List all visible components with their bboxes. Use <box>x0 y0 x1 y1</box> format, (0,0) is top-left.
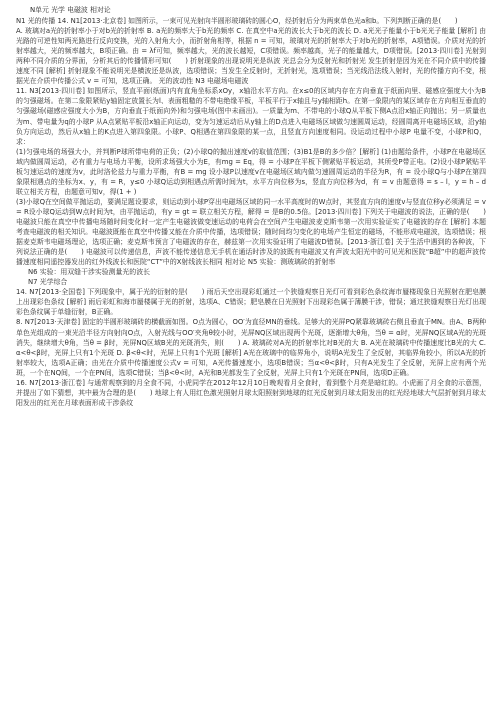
paragraph: 8. N7[2013·天津卷] 固定的半圆形玻璃砖的横截面如图。O点为圆心，OO′为直径MN的垂线。足够大的光屏PQ紧靠玻璃砖右侧且垂直于MN。由A、B两种单色光组成的一束光沿半径方向射向O点，入射光线与OO′夹角θ较小时，光屏NQ区域出现两个光斑，逐渐增大θ角，当θ = α时，光屏NQ区域A光的光斑消失，继续增大θ角，当θ = β时，光屏NQ区域B光的光斑消失，则( ) A. 玻璃砖对A光的折射率比对B光的大 B. A光在玻璃砖中传播速度比B光的大 C. α<θ<β时，光屏上只有1个光斑 D. β<θ<时，光屏上只有1个光斑 [解析] A光在玻璃中的临界角小，说明A光发生了全反射，其临界角较小，所以A光的折射率较大，选项A正确；由光在介质中传播速度公式v = 可知，A光传播速度小，选项B错误；当α<θ<β时，只有A光发生了全反射，光屏上应有两个光斑，一个在NQ间，一个在PN间，选项C错误；当β<θ<时，A光和B光都发生了全反射，光屏上只有1个光斑在PN间，选项D正确。 <box>16 318 486 377</box>
paragraph: 16. N7[2013·浙江卷] 与通常观察到的月全食不同，小虎同学在2012年12月10日晚观看月全食时，看到整个月亮是暗红的。小虎画了月全食的示意图，并提出了如下猜想，其中最为合理的是( ) 地球上有人用红色激光照射月球太阳照射到地球的红光反射到月球太阳发出的红光经地球大气层折射到月球太阳发出的红光在月球表面形成干涉条纹 <box>16 378 486 407</box>
section-heading: N6 实验：用双缝干涉实验测量光的波长 <box>28 268 150 277</box>
paragraph: 11. N3[2013·四川卷] 如图所示，竖直平面(纸面)内有直角坐标系xOy，x轴沿水平方向。在x≤0的区域内存在方向垂直于纸面向里、磁感应强度大小为B的匀强磁场。在第二象限紧贴y轴固定放置长为l、表面粗糙的不带电绝缘平板，平板平行于x轴且与y轴相距h。在第一象限内的某区域存在方向相互垂直的匀强磁场(磁感应强度大小为B，方向垂直于纸面向外)和匀强电场(图中未画出)。一质量为m、不带电的小球Q从平板下侧A点沿x轴正向抛出；另一质量也为m、带电量为q的小球P 从A点紧贴平板沿x轴正向运动，变为匀速运动后从y轴上的D点进入电磁场区域做匀速圆周运动，经圆周离开电磁场区域，沿y轴负方向运动，然后从x轴上的K点进入第四象限。小球P、Q相遇在第四象限的某一点，且竖直方向速度相同。设运动过程中小球P 电量不变，小球P和Q，求： <box>16 87 486 146</box>
paragraph: A. 玻璃对a光的折射率小于对b光的折射率 B. a光的频率大于b光的频率 C. 在真空中a光的波长大于b光的波长 D. a光光子能量小于b光光子能量 [解析] 由光路的可逆性知两光路进行反向变换，光的入射角大小，而折射角相等，根据 n = 可知，玻璃对光的折射率大于对b光的折射率，A项错误。介质对光的折射率越大，光的频率越大，B项正确。由 = λf可知，频率越大，光的波长越短，C项错误。频率越高，光子的能量越大，D项错误。[2013·四川卷] 光射到两种不同介质的分界面，分析其后的传播情形可知( ) 折射现象的出现说明光是纵波 光总会分为反射光和折射光 发生折射是因为光在不同介质中的传播速度不同 [解析] 折射现象不能说明光是横波还是纵波，选项错误；当发生全反射时，无折射光，选项错误；当光线沿法线入射时，光的传播方向不变，根据光在介质中传播公式 v = 可知，选项正确。 光的波动性 N3 电磁场电磁波 <box>16 27 486 86</box>
paragraph: N1 光的传播 14. N1[2013·北京卷] 如图所示，一束可见光射向半圆形玻璃砖的圆心O，经折射后分为两束单色光a和b。下列判断正确的是( ) <box>16 17 458 26</box>
paragraph: 14. N7[2013·全国卷] 下列现象中，属于光的衍射的是( ) 雨后天空出现彩虹通过一个狭缝观察日光灯可看到彩色条纹海市蜃楼现象日光照射在肥皂膜上出现彩色条纹 [解析] 雨后彩虹和海市蜃楼属于光的折射，选项A、C错误；肥皂膜在日光照射下出现彩色属于薄膜干涉，错误；通过狭缝观察日光灯出现彩色条纹属于单缝衍射，B正确。 <box>16 288 486 317</box>
section-heading: N7 光学综合 <box>28 278 68 287</box>
document-title: N单元 光学 电磁波 相对论 <box>30 6 111 14</box>
paragraph: (3)小球Q在空间做平抛运动，要满足题设要求，则运动到小球P穿出电磁场区域的同一水平高度时的W点时，其竖直方向的速度v与竖直位移y必须满足 = v = R设小球Q运动到W点时间为t，由平抛运动，有y = gt = 联立相关方程，解得 = 是B的0.5倍。[2013·四川卷] 下列关于电磁波的说法，正确的是( ) 电磁波只能在真空中传播电场随时间变化时一定产生电磁波做变速运动的电荷会在空间产生电磁波麦克斯韦第一次用实验证实了电磁波的存在 [解析] 本题考查电磁波的相关知识。电磁波既能在真空中传播又能在介质中传播，选项错误；随时间均匀变化的电场产生恒定的磁场，不能形成电磁波，选项错误；根据麦克斯韦电磁场理论，选项正确；麦克斯韦预言了电磁波的存在，赫兹第一次用实验证明了电磁波D错误。[2013·浙江卷] 关于生活中遇到的各种波，下列说法正确的是( ) 电磁波可以传递信息，声波不能传递信息无手机在通话时涉及的波既有电磁波又有声波太阳光中的可见光和医院“B超”中的超声波传播速度相同遥控器发出的红外线波长和医院“CT”中的X射线波长相同 相对论 N5 实验：测玻璃砖的折射率 <box>16 197 486 267</box>
paragraph: (1)匀强电场的场强大小，并判断P球所带电荷的正负；(2)小球Q的抛出速度v的取值范围；(3)B1是B的多少倍？[解析] (1)由题给条件，小球P在电磁场区域内做圆周运动，必有重力与电场力平衡，设所求场强大小为E，有mg = Eq，得 = 小球P在平板下侧紧贴平板运动，其所受P带正电。(2)设小球P紧贴平板匀速运动的速度为v，此时洛伦兹力与重力平衡，有B = mg 设小球P以速度v在电磁场区域内做匀速圆周运动的半径为R，有 = 设小球Q与小球P在第四象限相遇点的坐标为x、y，有 = R，y≤0 小球Q运动到相遇点所需时间为t，水平方向位移为s，竖直方向位移为d，有 = v 由题意得 = s – l，y = h – d联立相关方程，由题意可知v，得(1 + ) <box>16 147 486 196</box>
